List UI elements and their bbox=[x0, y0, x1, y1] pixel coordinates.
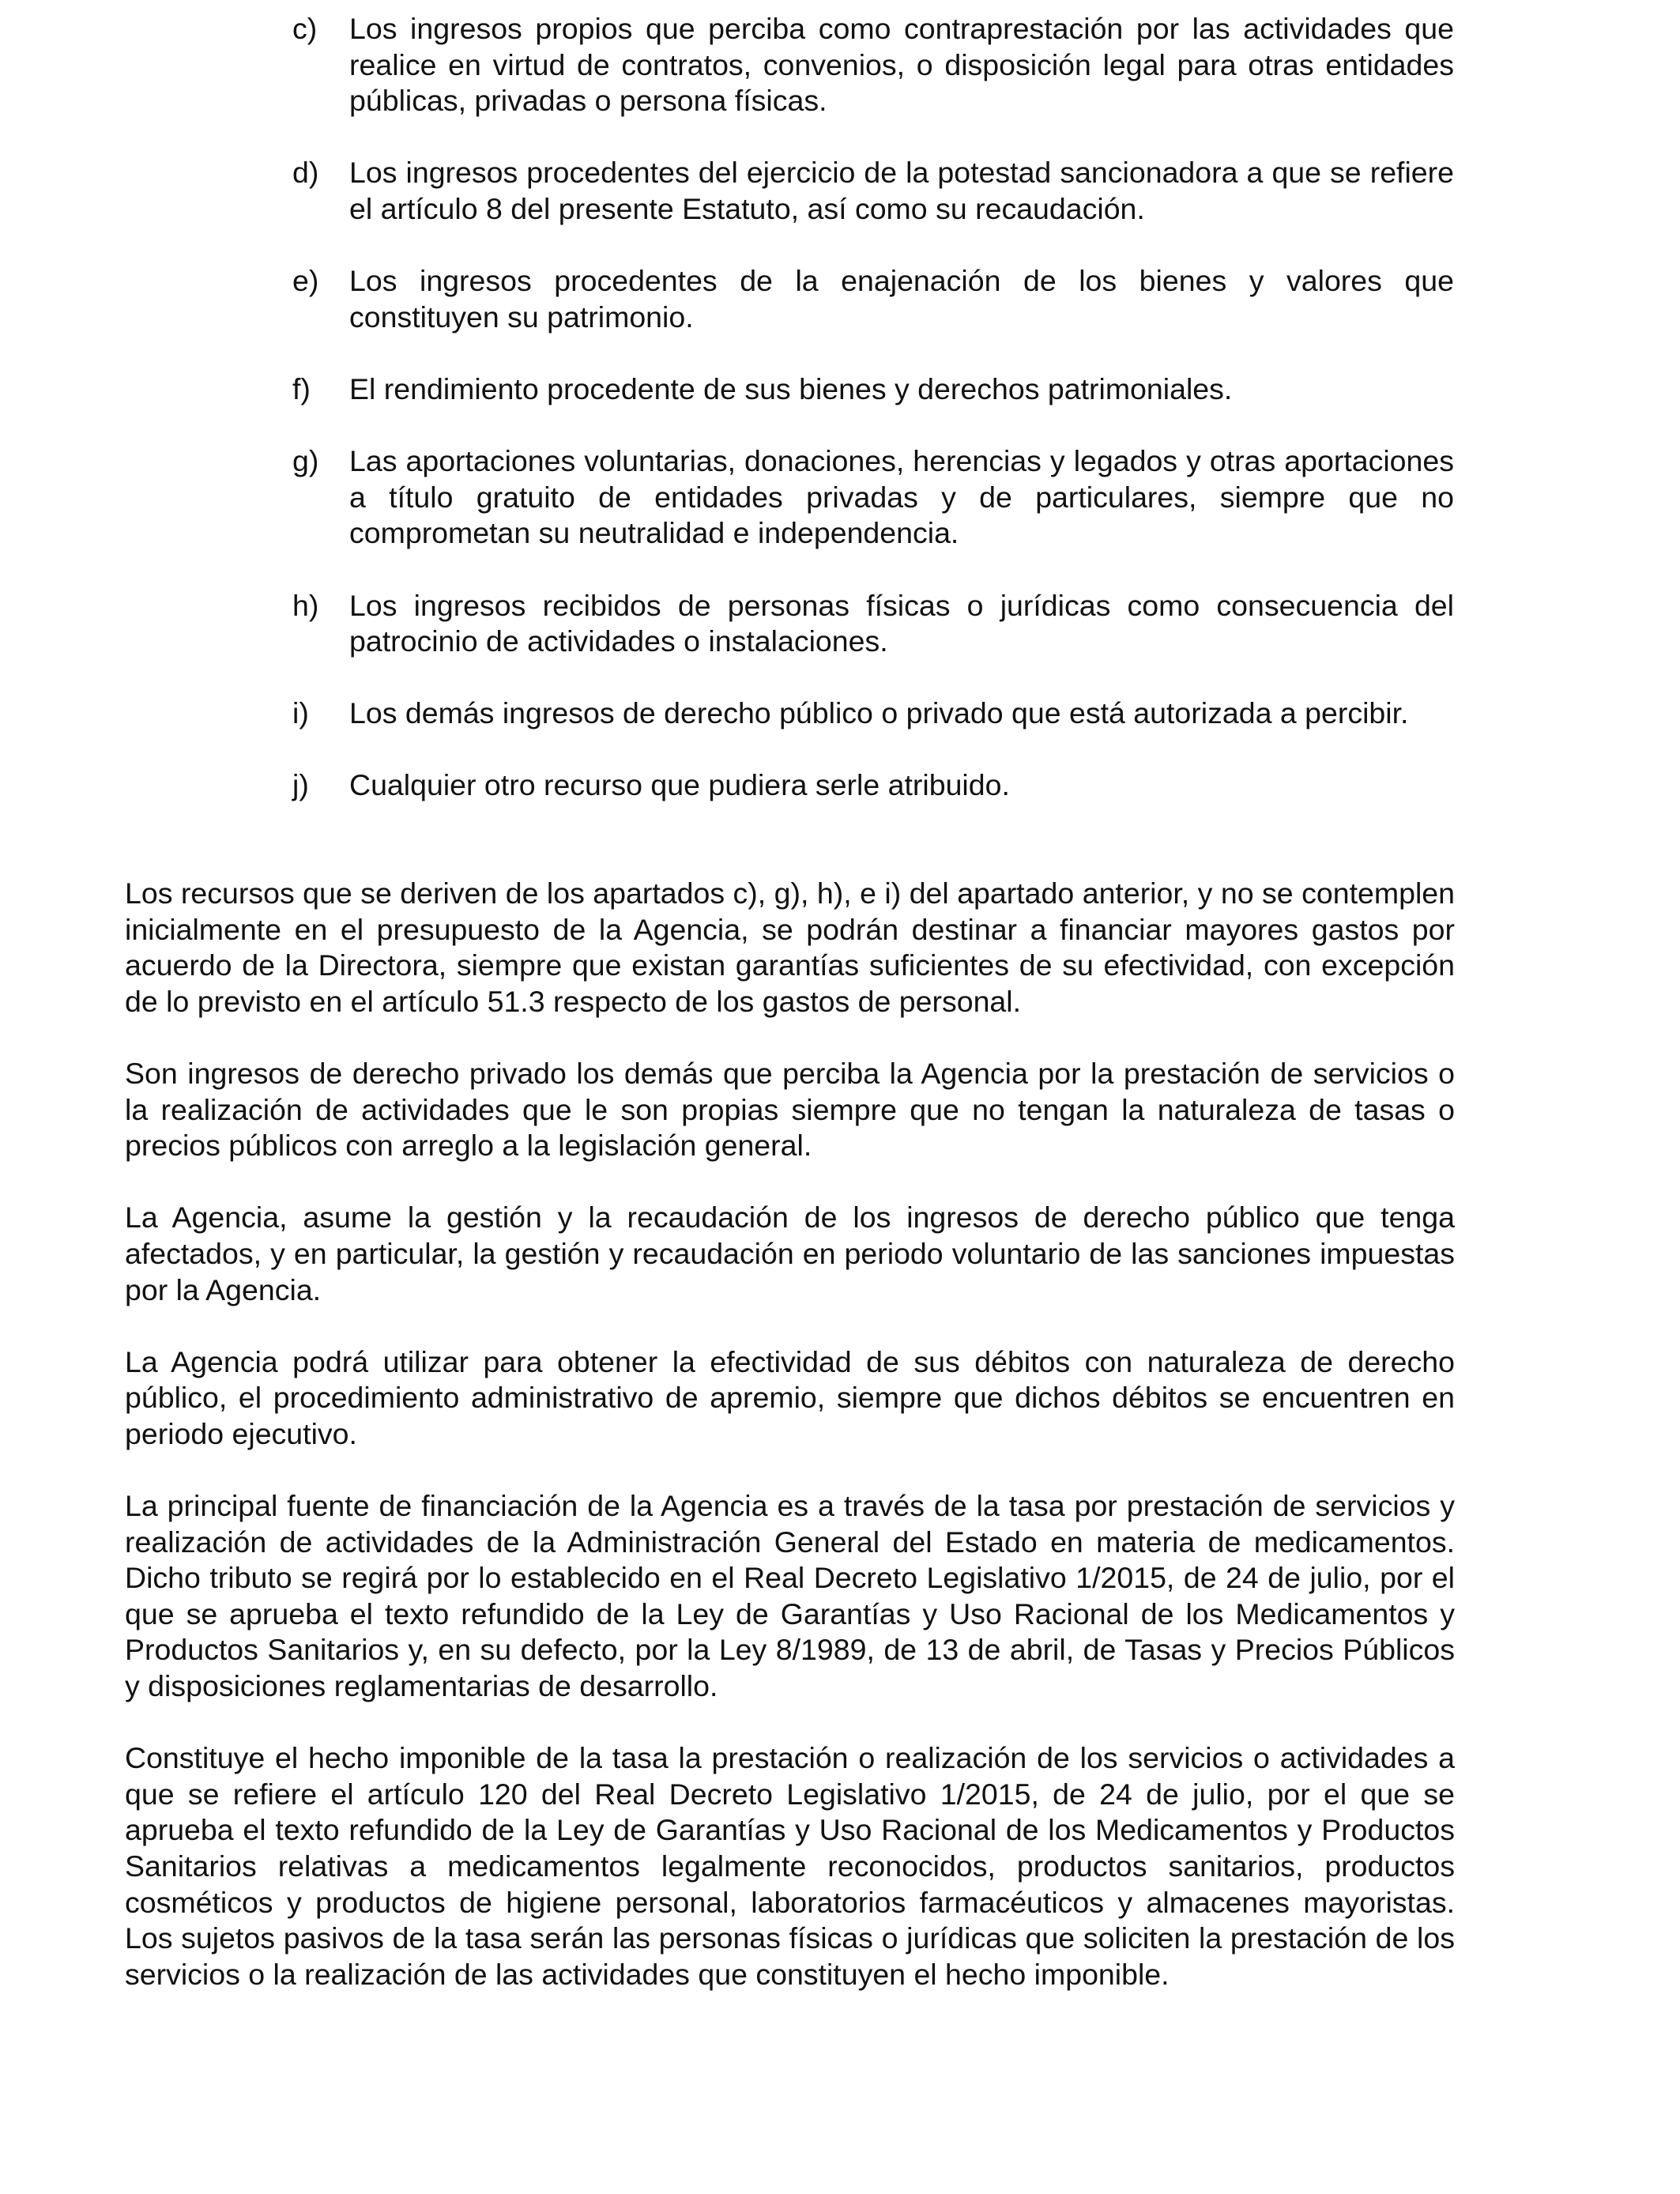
list-marker: d) bbox=[292, 156, 319, 190]
list-item-c bbox=[292, 11, 1454, 119]
list-marker: e) bbox=[292, 264, 319, 298]
paragraph-main-funding-source: La principal fuente de financiación de la Agencia es a través de la tasa por prestación de servicios y realización de actividades de la Administración General del Estado en materia de medicamentos. Dicho tributo se regirá por lo establecido en el Real Decreto Legislativo 1/2015, de 24 de julio, por el que se aprueba el texto refundido de la Ley de Garantías y Uso Racional de los Medicamentos y Productos Sanitarios y, en su defecto, por la Ley 8/1989, de 13 de abril, de Tasas y Precios Públicos y disposiciones reglamentarias de desarrollo. bbox=[125, 1489, 1455, 1703]
list-item-i bbox=[292, 696, 1454, 732]
list-marker: j) bbox=[292, 768, 309, 802]
paragraph-enforcement-procedure: La Agencia podrá utilizar para obtener la efectividad de sus débitos con naturaleza de derecho público, el procedimiento administrativo de apremio, siempre que dichos débitos se encuentren en periodo ejecutivo. bbox=[125, 1344, 1455, 1450]
paragraph-private-law-revenue: Son ingresos de derecho privado los demás que perciba la Agencia por la prestación de servicios o la realización de actividades que le son propias siempre que no tengan la naturaleza de tasas o precios públicos con arreglo a la legislación general. bbox=[125, 1056, 1455, 1163]
list-marker: c) bbox=[292, 12, 318, 45]
list-marker: f) bbox=[292, 371, 311, 405]
list-item-d bbox=[292, 155, 1454, 227]
list-item-text: Los ingresos procedentes de la enajenación de los bienes y valores que constituyen su patrimonio. bbox=[349, 264, 1454, 334]
list-item-text: El rendimiento procedente de sus bienes y derechos patrimoniales. bbox=[349, 371, 1233, 405]
list-item-text: Los demás ingresos de derecho público o privado que está autorizada a percibir. bbox=[349, 696, 1409, 730]
list-item-f bbox=[292, 371, 1454, 408]
paragraph-resources-allocation: Los recursos que se deriven de los apartados c), g), h), e i) del apartado anterior, y no se contemplen inicialmente en el presupuesto de la Agencia, se podrán destinar a financiar mayores gastos por acuerdo de la Directora, siempre que existan garantías suficientes de su efectividad, con excepción de lo previsto en el artículo 51.3 respecto de los gastos de personal. bbox=[125, 876, 1455, 1018]
body-paragraphs bbox=[125, 876, 1455, 2029]
list-item-e bbox=[292, 263, 1454, 335]
list-marker: i) bbox=[292, 696, 309, 730]
list-item-g bbox=[292, 443, 1454, 552]
paragraph-collection-management: La Agencia, asume la gestión y la recaudación de los ingresos de derecho público que tenga afectados, y en particular, la gestión y recaudación en periodo voluntario de las sanciones impuestas por la Agencia. bbox=[125, 1201, 1455, 1306]
list-marker: g) bbox=[292, 444, 319, 478]
list-item-j bbox=[292, 767, 1454, 804]
list-item-text: Las aportaciones voluntarias, donaciones, herencias y legados y otras aportaciones a título gratuito de entidades privadas y de particulares, siempre que no comprometan su neutralidad e independencia. bbox=[349, 444, 1454, 550]
list-item-text: Los ingresos procedentes del ejercicio de la potestad sancionadora a que se refiere el artículo 8 del presente Estatuto, así como su recaudación. bbox=[349, 156, 1454, 225]
list-item-h bbox=[292, 588, 1454, 660]
list-marker: h) bbox=[292, 588, 319, 622]
paragraph-taxable-event: Constituye el hecho imponible de la tasa la prestación o realización de los servicios o actividades a que se refiere el artículo 120 del Real Decreto Legislativo 1/2015, de 24 de julio, por el que se aprueba el texto refundido de la Ley de Garantías y Uso Racional de los Medicamentos y Productos Sanitarios relativas a medicamentos legalmente reconocidos, productos sanitarios, productos cosméticos y productos de higiene personal, laboratorios farmacéuticos y almacenes mayoristas. Los sujetos pasivos de la tasa serán las personas físicas o jurídicas que soliciten la prestación de los servicios o la realización de las actividades que constituyen el hecho imponible. bbox=[125, 1741, 1455, 1991]
list-item-text: Los ingresos recibidos de personas físicas o jurídicas como consecuencia del patrocinio de actividades o instalaciones. bbox=[349, 588, 1454, 658]
list-item-text: Cualquier otro recurso que pudiera serle atribuido. bbox=[349, 768, 1010, 802]
revenue-sources-list bbox=[292, 11, 1454, 840]
list-item-text: Los ingresos propios que perciba como contraprestación por las actividades que realice en virtud de contratos, convenios, o disposición legal para otras entidades públicas, privadas o persona físicas. bbox=[349, 12, 1454, 118]
